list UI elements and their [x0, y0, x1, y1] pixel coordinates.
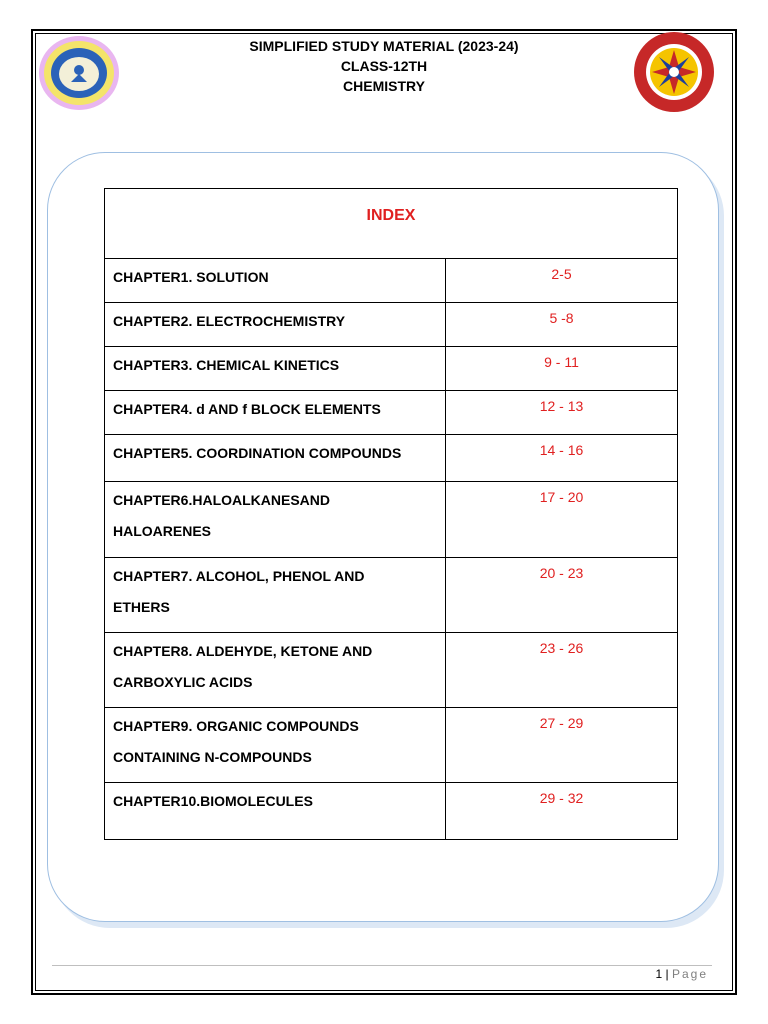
table-row [105, 435, 678, 482]
chapter-pages: 14 - 16 [446, 435, 678, 482]
chapter-name: CHAPTER5. COORDINATION COMPOUNDS [105, 435, 446, 482]
chapter-name: CHAPTER3. CHEMICAL KINETICS [105, 347, 446, 391]
chapter-name: CHAPTER7. ALCOHOL, PHENOL AND ETHERS [105, 558, 446, 633]
chapter-pages: 12 - 13 [446, 391, 678, 435]
chapter-name: CHAPTER8. ALDEHYDE, KETONE AND CARBOXYLIC ACIDS [105, 633, 446, 708]
index-title-cell [105, 189, 678, 259]
table-row [105, 482, 678, 558]
chapter-pages: 17 - 20 [446, 482, 678, 558]
chapter-pages: 29 - 32 [446, 783, 678, 840]
header-class: CLASS-12TH [340, 58, 428, 74]
chapter-pages: 5 -8 [446, 303, 678, 347]
chapter-name: CHAPTER4. d AND f BLOCK ELEMENTS [105, 391, 446, 435]
page-number: 1 [655, 967, 663, 981]
chapter-pages: 27 - 29 [446, 708, 678, 783]
chapter-name: CHAPTER1. SOLUTION [105, 259, 446, 303]
page-word: Page [671, 967, 708, 981]
footer-divider [52, 965, 712, 966]
table-row [105, 303, 678, 347]
table-row [105, 391, 678, 435]
table-row [105, 633, 678, 708]
chapter-name: CHAPTER2. ELECTROCHEMISTRY [105, 303, 446, 347]
chapter-pages: 2-5 [446, 259, 678, 303]
table-row [105, 783, 678, 840]
index-table [104, 188, 678, 840]
chapter-pages: 23 - 26 [446, 633, 678, 708]
chapter-name: CHAPTER6.HALOALKANESAND HALOARENES [105, 482, 446, 558]
footer-separator: | [665, 967, 669, 981]
chapter-pages: 9 - 11 [446, 347, 678, 391]
chapter-pages: 20 - 23 [446, 558, 678, 633]
table-row [105, 347, 678, 391]
header-title: SIMPLIFIED STUDY MATERIAL (2023-24) [249, 38, 519, 54]
table-row [105, 708, 678, 783]
header-subject: CHEMISTRY [343, 78, 425, 94]
document-header [0, 36, 768, 96]
chapter-name: CHAPTER9. ORGANIC COMPOUNDS CONTAINING N-COMPOUNDS [105, 708, 446, 783]
table-row [105, 259, 678, 303]
table-row [105, 558, 678, 633]
index-title: INDEX [366, 207, 416, 224]
page-footer [655, 967, 708, 981]
chapter-name: CHAPTER10.BIOMOLECULES [105, 783, 446, 840]
